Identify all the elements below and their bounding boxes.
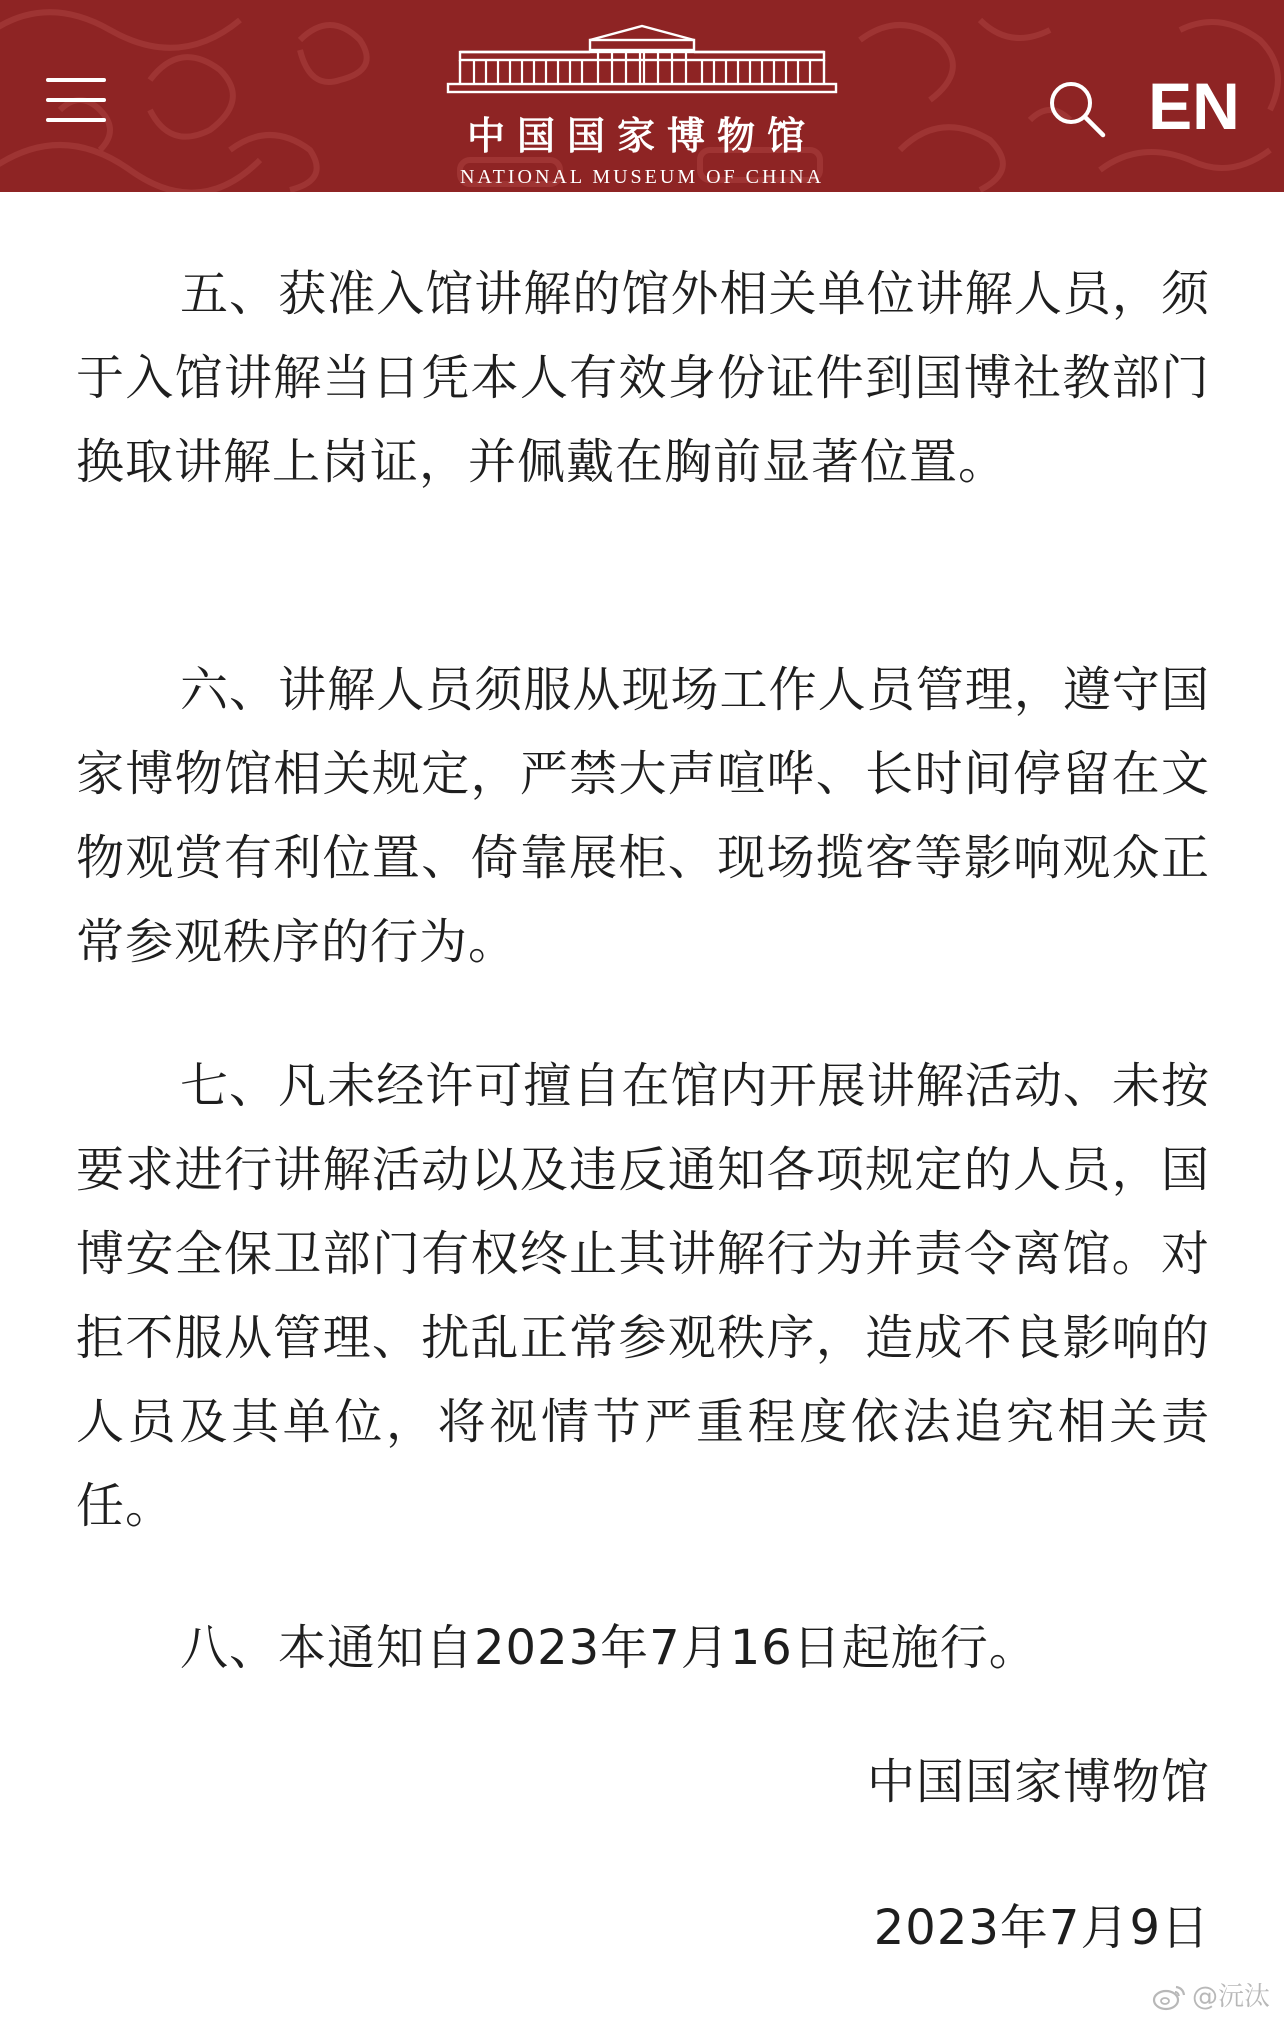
language-switch-button[interactable]: EN bbox=[1148, 69, 1240, 143]
article-paragraph: 七、凡未经许可擅自在馆内开展讲解活动、未按要求进行讲解活动以及违反通知各项规定的人员，国博安全保卫部门有权终止其讲解行为并责令离馆。对拒不服从管理、扰乱正常参观秩序，造成不良影响的人员及其单位，将视情节严重程度依法追究相关责任。 bbox=[76, 1058, 1210, 1534]
museum-logo[interactable] bbox=[440, 22, 844, 188]
logo-english-name: NATIONAL MUSEUM OF CHINA bbox=[459, 166, 825, 188]
article-paragraph: 五、获准入馆讲解的馆外相关单位讲解人员，须于入馆讲解当日凭本人有效身份证件到国博社教部门换取讲解上岗证，并佩戴在胸前显著位置。 bbox=[76, 266, 1210, 490]
menu-line bbox=[46, 118, 106, 122]
hamburger-menu-icon[interactable] bbox=[40, 72, 112, 128]
museum-building-icon bbox=[440, 22, 844, 94]
weibo-icon bbox=[1152, 1983, 1186, 2011]
site-header bbox=[0, 0, 1284, 192]
watermark-text: @沅汰 bbox=[1191, 1982, 1270, 2012]
search-icon[interactable] bbox=[1046, 78, 1108, 140]
article-paragraph: 六、讲解人员须服从现场工作人员管理，遵守国家博物馆相关规定，严禁大声喧哗、长时间停留在文物观赏有利位置、倚靠展柜、现场揽客等影响观众正常参观秩序的行为。 bbox=[76, 662, 1210, 970]
watermark bbox=[1152, 1980, 1270, 2014]
signature-organization: 中国国家博物馆 bbox=[866, 1754, 1210, 1810]
logo-chinese-name: 中国国家博物馆 bbox=[466, 113, 817, 158]
article-paragraph: 八、本通知自2023年7月16日起施行。 bbox=[180, 1620, 1038, 1676]
signature-date: 2023年7月9日 bbox=[873, 1900, 1210, 1956]
menu-line bbox=[46, 98, 106, 102]
menu-line bbox=[46, 78, 106, 82]
